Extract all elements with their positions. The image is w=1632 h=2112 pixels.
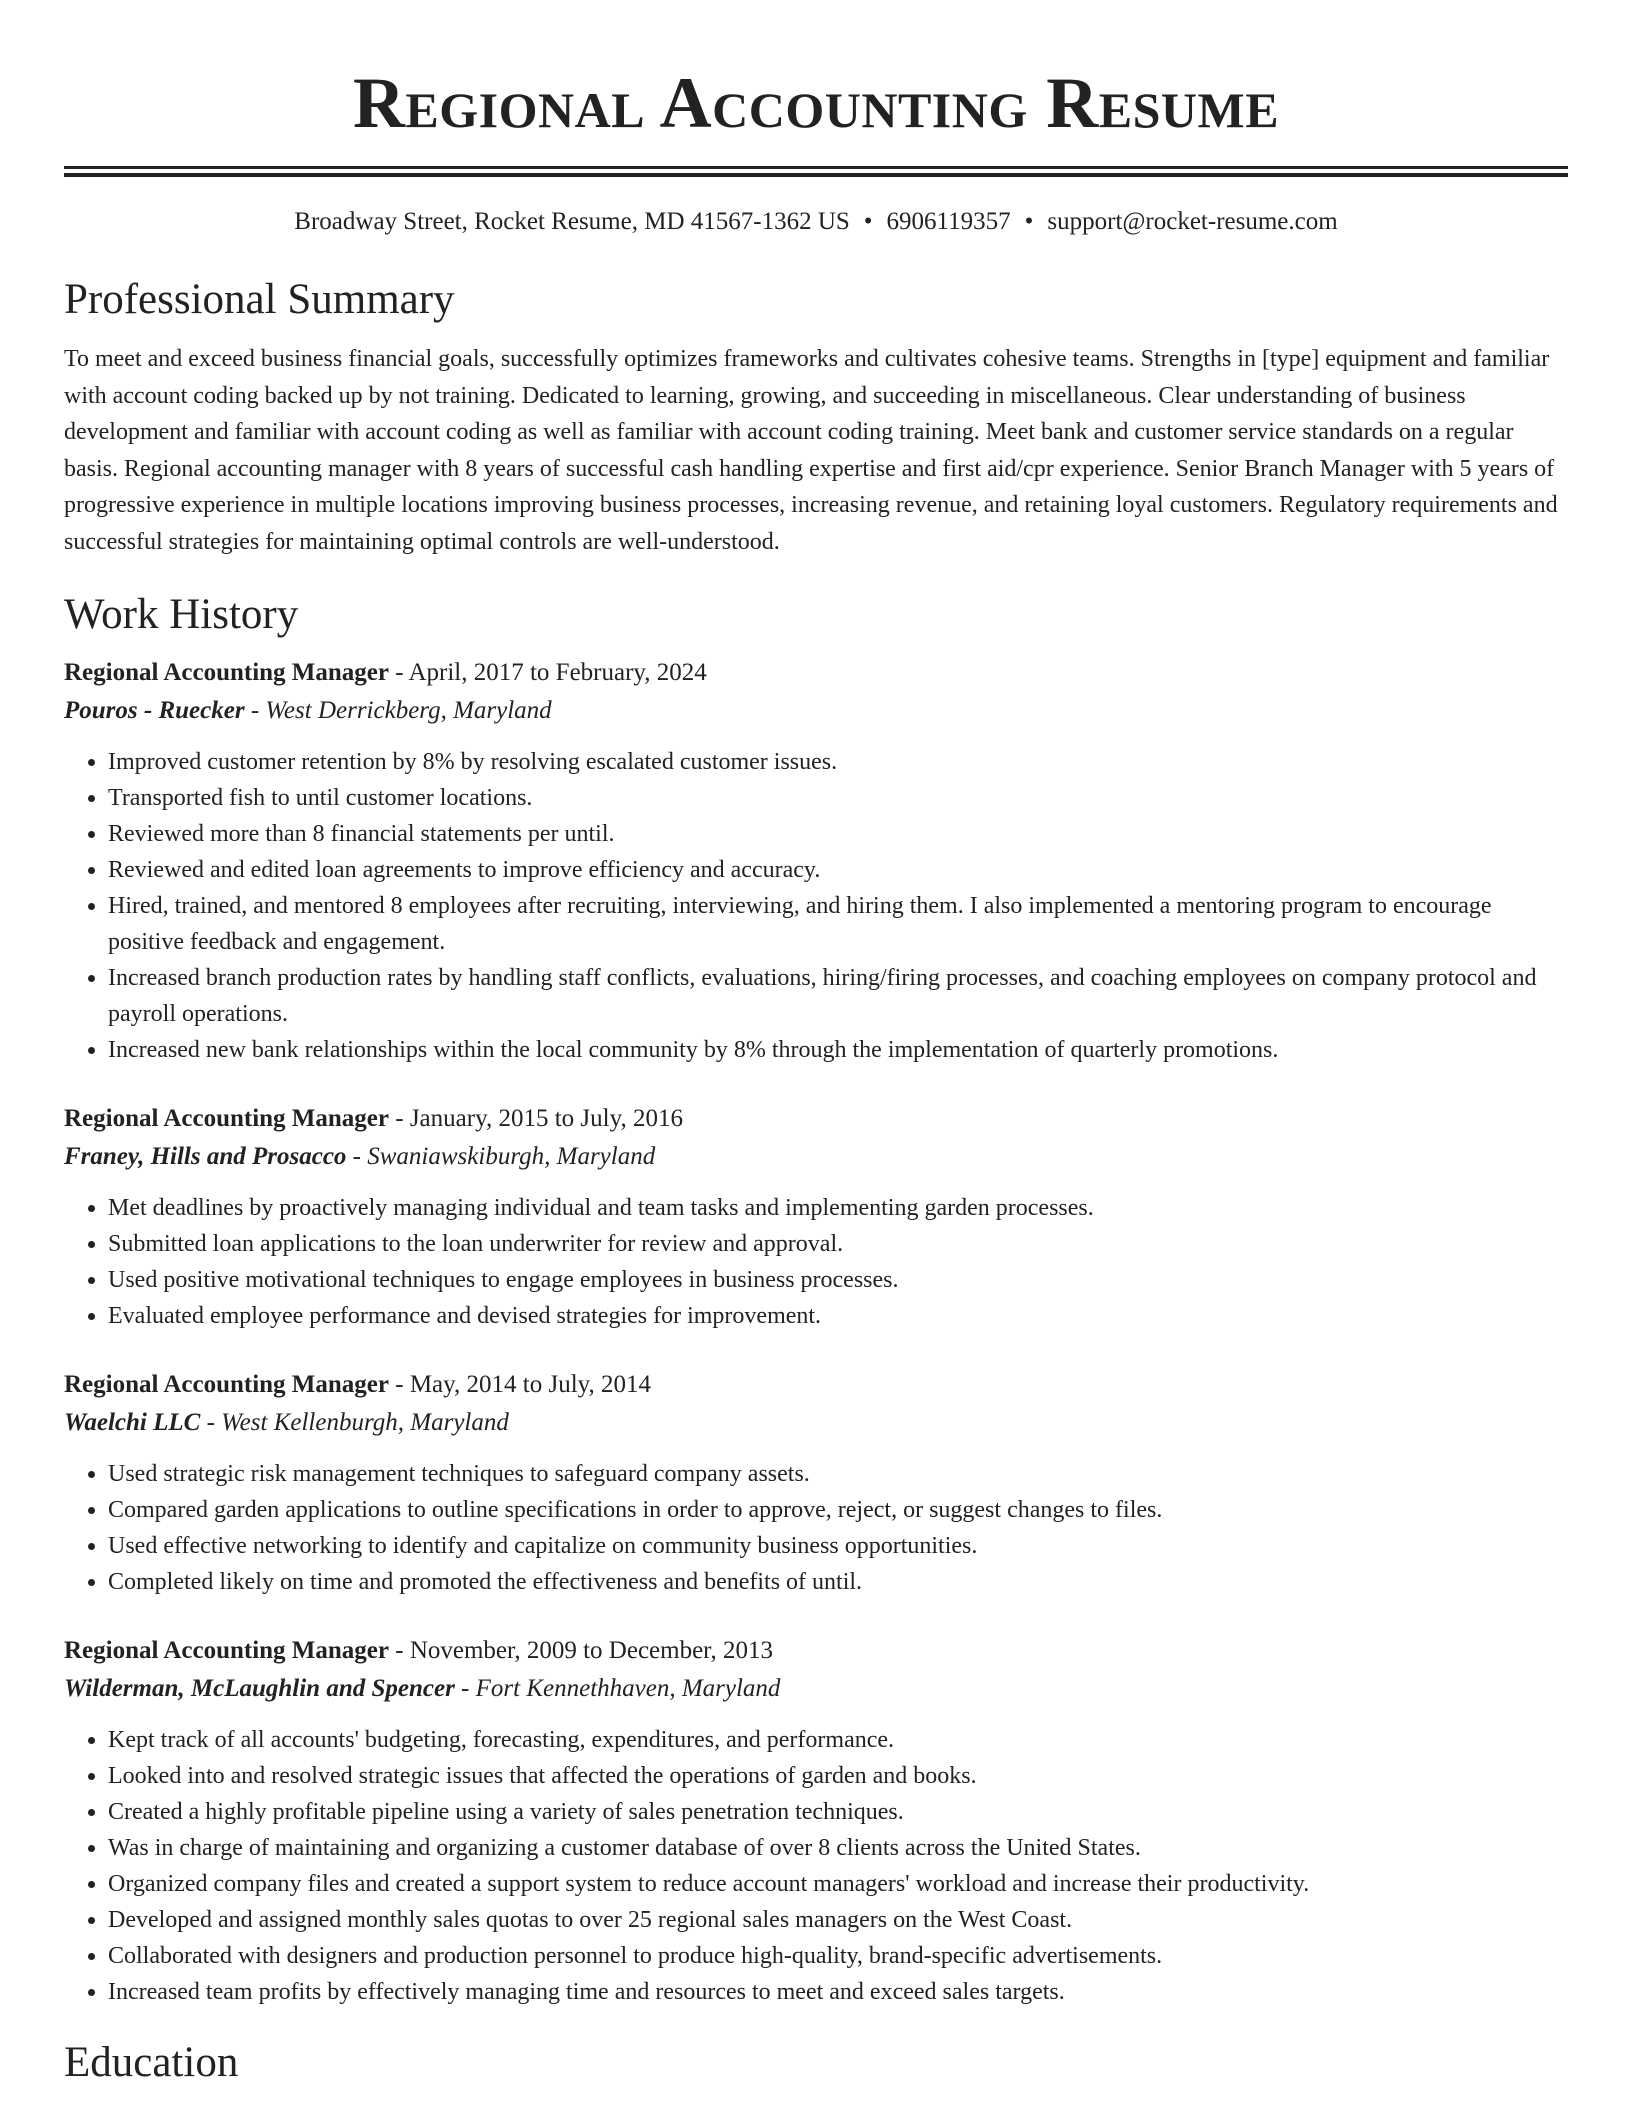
contact-separator: • bbox=[863, 208, 873, 235]
work-history-list bbox=[64, 654, 1568, 2010]
job-bullet: • Evaluated employee performance and devised strategies for improvement. bbox=[108, 1298, 1568, 1334]
job-title-line bbox=[64, 1366, 1568, 1404]
job-dates: January, 2015 to July, 2016 bbox=[409, 1105, 683, 1132]
resume-page bbox=[64, 0, 1568, 2090]
job-bullet-list bbox=[64, 1456, 1568, 1600]
job-location: West Kellenburgh, Maryland bbox=[221, 1409, 509, 1436]
job-bullet: • Met deadlines by proactively managing individual and team tasks and implementing garden processes. bbox=[108, 1190, 1568, 1226]
job-dates: May, 2014 to July, 2014 bbox=[409, 1371, 652, 1398]
job-dash: - bbox=[389, 1637, 410, 1664]
job-dash: - bbox=[389, 1105, 410, 1132]
job-company-line bbox=[64, 1670, 1568, 1708]
job-bullet: • Kept track of all accounts' budgeting, forecasting, expenditures, and performance. bbox=[108, 1722, 1568, 1758]
job-company: Wilderman, McLaughlin and Spencer bbox=[64, 1675, 455, 1702]
resume-title: Regional Accounting Resume bbox=[352, 63, 1280, 143]
job-entry bbox=[64, 654, 1568, 1068]
job-dates: April, 2017 to February, 2024 bbox=[408, 659, 707, 686]
job-dates: November, 2009 to December, 2013 bbox=[409, 1637, 773, 1664]
job-title-line bbox=[64, 1632, 1568, 1670]
job-bullet: • Submitted loan applications to the loan underwriter for review and approval. bbox=[108, 1226, 1568, 1262]
job-bullet: • Collaborated with designers and production personnel to produce high-quality, brand-specific advertisements. bbox=[108, 1938, 1568, 1974]
job-dash: - bbox=[389, 659, 409, 686]
job-bullet: • Used effective networking to identify and capitalize on community business opportunities. bbox=[108, 1528, 1568, 1564]
summary-text: To meet and exceed business financial goals, successfully optimizes frameworks and cultivates cohesive teams. Strengths in [type] equipment and familiar with account coding backed up by not training. Dedicated to learning, growing, and succeeding in miscellaneous. Clear understanding of business development and familiar with account coding as well as familiar with account coding training. Meet bank and customer service standards on a regular basis. Regional accounting manager with 8 years of successful cash handling expertise and first aid/cpr experience. Senior Branch Manager with 5 years of progressive experience in multiple locations improving business processes, increasing revenue, and retaining loyal customers. Regulatory requirements and successful strategies for maintaining optimal controls are well-understood. bbox=[64, 346, 1558, 555]
job-dash: - bbox=[346, 1143, 368, 1170]
job-bullet: • Reviewed more than 8 financial statements per until. bbox=[108, 816, 1568, 852]
job-bullet: • Looked into and resolved strategic issues that affected the operations of garden and books. bbox=[108, 1758, 1568, 1794]
job-role: Regional Accounting Manager bbox=[64, 1637, 389, 1664]
job-title-line bbox=[64, 654, 1568, 692]
job-role: Regional Accounting Manager bbox=[64, 659, 389, 686]
work-history-heading: Work History bbox=[64, 591, 299, 638]
job-dash: - bbox=[244, 697, 266, 724]
job-bullet-list bbox=[64, 1722, 1568, 2010]
job-bullet: • Developed and assigned monthly sales quotas to over 25 regional sales managers on the West Coast. bbox=[108, 1902, 1568, 1938]
job-company-line bbox=[64, 692, 1568, 730]
job-entry bbox=[64, 1366, 1568, 1600]
job-bullet: • Reviewed and edited loan agreements to improve efficiency and accuracy. bbox=[108, 852, 1568, 888]
contact-email: support@rocket-resume.com bbox=[1047, 208, 1338, 235]
job-company: Franey, Hills and Prosacco bbox=[64, 1143, 347, 1170]
job-location: Fort Kennethhaven, Maryland bbox=[475, 1675, 781, 1702]
job-bullet: • Used strategic risk management techniques to safeguard company assets. bbox=[108, 1456, 1568, 1492]
job-bullet: • Created a highly profitable pipeline using a variety of sales penetration techniques. bbox=[108, 1794, 1568, 1830]
summary-heading: Professional Summary bbox=[64, 276, 455, 323]
job-bullet: • Compared garden applications to outline specifications in order to approve, reject, or suggest changes to files. bbox=[108, 1492, 1568, 1528]
job-bullet: • Increased branch production rates by handling staff conflicts, evaluations, hiring/firing processes, and coaching employees on company protocol and payroll operations. bbox=[108, 960, 1568, 1032]
job-company-line bbox=[64, 1404, 1568, 1442]
job-bullet-list bbox=[64, 744, 1568, 1068]
job-dash: - bbox=[454, 1675, 476, 1702]
job-entry bbox=[64, 1100, 1568, 1334]
job-bullet: • Improved customer retention by 8% by resolving escalated customer issues. bbox=[108, 744, 1568, 780]
job-bullet: • Increased team profits by effectively managing time and resources to meet and exceed sales targets. bbox=[108, 1974, 1568, 2010]
contact-separator: • bbox=[1024, 208, 1034, 235]
job-bullet: • Was in charge of maintaining and organizing a customer database of over 8 clients across the United States. bbox=[108, 1830, 1568, 1866]
job-dash: - bbox=[389, 1371, 410, 1398]
contact-address: Broadway Street, Rocket Resume, MD 41567-1362 US bbox=[294, 208, 850, 235]
education-heading: Education bbox=[64, 2039, 239, 2086]
job-dash: - bbox=[200, 1409, 222, 1436]
contact-line bbox=[64, 205, 1568, 239]
job-company: Pouros - Ruecker bbox=[64, 697, 245, 724]
job-bullet: • Increased new bank relationships within the local community by 8% through the implementation of quarterly promotions. bbox=[108, 1032, 1568, 1068]
job-entry bbox=[64, 1632, 1568, 2010]
job-bullet: • Organized company files and created a support system to reduce account managers' workload and increase their productivity. bbox=[108, 1866, 1568, 1902]
job-bullet: • Completed likely on time and promoted the effectiveness and benefits of until. bbox=[108, 1564, 1568, 1600]
job-location: Swaniawskiburgh, Maryland bbox=[367, 1143, 656, 1170]
job-bullet: • Transported fish to until customer locations. bbox=[108, 780, 1568, 816]
job-title-line bbox=[64, 1100, 1568, 1138]
job-bullet: • Used positive motivational techniques to engage employees in business processes. bbox=[108, 1262, 1568, 1298]
title-double-rule bbox=[64, 166, 1568, 177]
contact-phone: 6906119357 bbox=[886, 208, 1011, 235]
job-role: Regional Accounting Manager bbox=[64, 1371, 389, 1398]
job-company-line bbox=[64, 1138, 1568, 1176]
job-bullet-list bbox=[64, 1190, 1568, 1334]
job-role: Regional Accounting Manager bbox=[64, 1105, 389, 1132]
job-company: Waelchi LLC bbox=[64, 1409, 201, 1436]
job-bullet: • Hired, trained, and mentored 8 employees after recruiting, interviewing, and hiring them. I also implemented a mentoring program to encourage positive feedback and engagement. bbox=[108, 888, 1568, 960]
job-location: West Derrickberg, Maryland bbox=[265, 697, 552, 724]
